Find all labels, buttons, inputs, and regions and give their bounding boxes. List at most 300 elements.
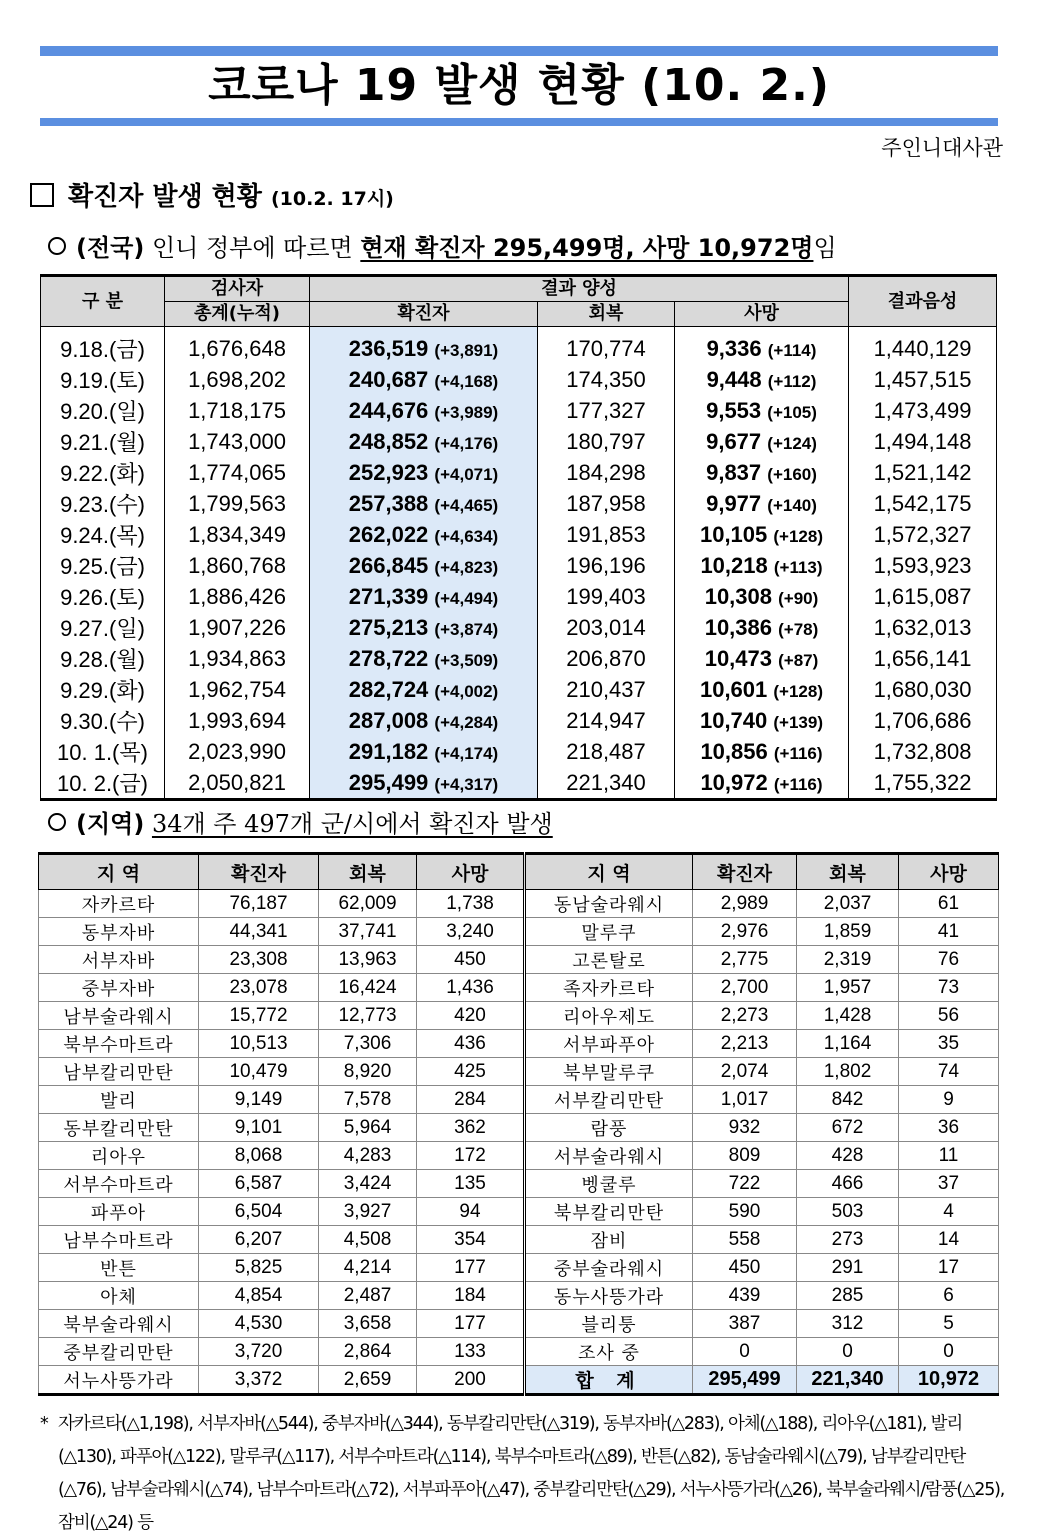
deaths-value: 10,105 bbox=[699, 521, 768, 547]
tests-cell bbox=[165, 705, 310, 736]
confirmed-value: 10,479 bbox=[199, 1058, 319, 1086]
deaths-increase: (+112) bbox=[767, 371, 817, 391]
header-confirmed-left: 확진자 bbox=[199, 854, 319, 890]
deaths-increase: (+139) bbox=[773, 712, 824, 732]
deaths-increase: (+116) bbox=[773, 774, 823, 794]
table-row bbox=[41, 488, 997, 519]
negative-cell bbox=[849, 457, 997, 488]
confirmed-increase: (+4,002) bbox=[434, 681, 499, 701]
national-suffix: 임 bbox=[813, 234, 837, 262]
negative-value: 1,473,499 bbox=[873, 397, 972, 423]
date-cell bbox=[41, 550, 165, 581]
negative-value: 1,572,327 bbox=[873, 521, 972, 547]
deaths-value: 37 bbox=[899, 1170, 999, 1198]
negative-cell bbox=[849, 581, 997, 612]
tests-cell bbox=[165, 488, 310, 519]
confirmed-increase: (+4,317) bbox=[434, 774, 499, 794]
date: 10. 2.(금) bbox=[57, 771, 148, 796]
recovered-value: 206,870 bbox=[566, 645, 646, 671]
confirmed-increase: (+4,168) bbox=[434, 371, 499, 391]
header-deaths-left: 사망 bbox=[417, 854, 525, 890]
recovered-value: 503 bbox=[797, 1198, 899, 1226]
tests-value: 1,676,648 bbox=[188, 335, 286, 361]
regional-summary bbox=[48, 804, 553, 839]
confirmed-cell bbox=[310, 705, 538, 736]
confirmed-cell bbox=[310, 426, 538, 457]
national-highlight: 현재 확진자 295,499명, 사망 10,972명 bbox=[360, 234, 814, 262]
deaths-value: 36 bbox=[899, 1114, 999, 1142]
region-name: 블리퉁 bbox=[525, 1310, 693, 1338]
negative-cell bbox=[849, 674, 997, 705]
tests-cell bbox=[165, 519, 310, 550]
confirmed-increase: (+4,494) bbox=[434, 588, 499, 608]
table-row bbox=[39, 1142, 999, 1170]
deaths-value: 135 bbox=[417, 1170, 525, 1198]
date-cell bbox=[41, 643, 165, 674]
recovered-value: 187,958 bbox=[566, 490, 646, 516]
region-name: 동부칼리만탄 bbox=[39, 1114, 199, 1142]
tests-cell bbox=[165, 426, 310, 457]
recovered-value: 8,920 bbox=[319, 1058, 417, 1086]
deaths-value: 10,386 bbox=[704, 614, 772, 640]
recovered-value: 291 bbox=[797, 1254, 899, 1282]
confirmed-increase: (+4,284) bbox=[434, 712, 499, 732]
confirmed-increase: (+3,509) bbox=[434, 650, 499, 670]
deaths-cell bbox=[675, 457, 849, 488]
recovered-value: 2,319 bbox=[797, 946, 899, 974]
confirmed-value: 2,976 bbox=[693, 918, 797, 946]
deaths-cell bbox=[675, 426, 849, 457]
total-deaths: 10,972 bbox=[899, 1366, 999, 1395]
confirmed-value: 252,923 bbox=[348, 459, 429, 485]
deaths-value: 6 bbox=[899, 1282, 999, 1310]
deaths-value: 9 bbox=[899, 1086, 999, 1114]
deaths-cell bbox=[675, 488, 849, 519]
tests-cell bbox=[165, 581, 310, 612]
header-recovered-left: 회복 bbox=[319, 854, 417, 890]
negative-cell bbox=[849, 550, 997, 581]
deaths-value: 56 bbox=[899, 1002, 999, 1030]
region-name: 동부자바 bbox=[39, 918, 199, 946]
confirmed-value: 3,372 bbox=[199, 1366, 319, 1395]
recovered-value: 4,283 bbox=[319, 1142, 417, 1170]
deaths-value: 9,336 bbox=[706, 335, 762, 361]
deaths-cell bbox=[675, 674, 849, 705]
negative-cell bbox=[849, 736, 997, 767]
table-row bbox=[39, 1198, 999, 1226]
recovered-value: 62,009 bbox=[319, 890, 417, 918]
region-name: 중부술라웨시 bbox=[525, 1254, 693, 1282]
table-row bbox=[41, 736, 997, 767]
deaths-value: 94 bbox=[417, 1198, 525, 1226]
header-deaths: 사망 bbox=[675, 302, 849, 327]
confirmed-value: 291,182 bbox=[348, 738, 429, 764]
table-row bbox=[39, 1114, 999, 1142]
header-confirmed: 확진자 bbox=[310, 302, 538, 327]
table-row bbox=[41, 643, 997, 674]
confirmed-value: 2,989 bbox=[693, 890, 797, 918]
table-row bbox=[41, 327, 997, 365]
deaths-increase: (+116) bbox=[773, 743, 823, 763]
deaths-cell bbox=[675, 327, 849, 365]
recovered-value: 2,659 bbox=[319, 1366, 417, 1395]
negative-value: 1,542,175 bbox=[873, 490, 972, 516]
deaths-value: 10,308 bbox=[704, 583, 772, 609]
date: 9.22.(화) bbox=[60, 461, 145, 486]
confirmed-value: 4,854 bbox=[199, 1282, 319, 1310]
deaths-value: 184 bbox=[417, 1282, 525, 1310]
regional-table bbox=[38, 852, 999, 1396]
date-cell bbox=[41, 767, 165, 800]
date: 9.24.(목) bbox=[60, 523, 145, 548]
confirmed-value: 2,775 bbox=[693, 946, 797, 974]
confirmed-value: 3,720 bbox=[199, 1338, 319, 1366]
deaths-value: 10,601 bbox=[699, 676, 768, 702]
negative-value: 1,755,322 bbox=[873, 769, 972, 795]
national-label: (전국) bbox=[76, 234, 145, 262]
confirmed-value: 722 bbox=[693, 1170, 797, 1198]
confirmed-value: 262,022 bbox=[348, 521, 429, 547]
recovered-value: 16,424 bbox=[319, 974, 417, 1002]
tests-value: 1,993,694 bbox=[188, 707, 286, 733]
date: 9.26.(토) bbox=[60, 585, 145, 610]
confirmed-cell bbox=[310, 488, 538, 519]
deaths-value: 284 bbox=[417, 1086, 525, 1114]
recovered-cell bbox=[538, 364, 675, 395]
recovered-value: 12,773 bbox=[319, 1002, 417, 1030]
confirmed-value: 2,273 bbox=[693, 1002, 797, 1030]
region-name: 족자카르타 bbox=[525, 974, 693, 1002]
deaths-increase: (+124) bbox=[767, 433, 817, 453]
table-row bbox=[39, 1366, 999, 1395]
region-name: 고론탈로 bbox=[525, 946, 693, 974]
recovered-value: 1,957 bbox=[797, 974, 899, 1002]
region-name: 중부자바 bbox=[39, 974, 199, 1002]
deaths-cell bbox=[675, 736, 849, 767]
confirmed-increase: (+4,823) bbox=[434, 557, 499, 577]
confirmed-value: 278,722 bbox=[348, 645, 429, 671]
recovered-value: 285 bbox=[797, 1282, 899, 1310]
table-row bbox=[39, 974, 999, 1002]
negative-cell bbox=[849, 426, 997, 457]
deaths-cell bbox=[675, 612, 849, 643]
region-name: 서부칼리만탄 bbox=[525, 1086, 693, 1114]
deaths-value: 10,972 bbox=[700, 769, 768, 795]
deaths-value: 41 bbox=[899, 918, 999, 946]
region-name: 북부술라웨시 bbox=[39, 1310, 199, 1338]
header-confirmed-right: 확진자 bbox=[693, 854, 797, 890]
confirmed-value: 266,845 bbox=[348, 552, 429, 578]
deaths-value: 61 bbox=[899, 890, 999, 918]
negative-cell bbox=[849, 767, 997, 800]
deaths-value: 76 bbox=[899, 946, 999, 974]
table-row bbox=[41, 767, 997, 800]
deaths-value: 420 bbox=[417, 1002, 525, 1030]
deaths-increase: (+114) bbox=[767, 340, 817, 360]
total-label: 합 계 bbox=[525, 1366, 693, 1395]
deaths-cell bbox=[675, 364, 849, 395]
header-negative: 결과음성 bbox=[849, 276, 997, 327]
recovered-value: 4,508 bbox=[319, 1226, 417, 1254]
recovered-value: 2,864 bbox=[319, 1338, 417, 1366]
negative-cell bbox=[849, 612, 997, 643]
confirmed-value: 1,017 bbox=[693, 1086, 797, 1114]
section-time: (10.2. 17시) bbox=[270, 188, 394, 210]
organization-name: 주인니대사관 bbox=[881, 136, 1003, 160]
recovered-value: 210,437 bbox=[566, 676, 646, 702]
confirmed-value: 387 bbox=[693, 1310, 797, 1338]
tests-cell bbox=[165, 674, 310, 705]
region-name: 서부술라웨시 bbox=[525, 1142, 693, 1170]
region-name: 람풍 bbox=[525, 1114, 693, 1142]
recovered-value: 3,658 bbox=[319, 1310, 417, 1338]
deaths-value: 9,977 bbox=[706, 490, 762, 516]
confirmed-value: 590 bbox=[693, 1198, 797, 1226]
square-bullet-icon bbox=[30, 183, 54, 207]
table-row bbox=[41, 550, 997, 581]
negative-value: 1,457,515 bbox=[873, 366, 972, 392]
negative-value: 1,440,129 bbox=[873, 335, 972, 361]
negative-value: 1,706,686 bbox=[873, 707, 972, 733]
recovered-cell bbox=[538, 674, 675, 705]
recovered-value: 273 bbox=[797, 1226, 899, 1254]
deaths-value: 5 bbox=[899, 1310, 999, 1338]
confirmed-value: 275,213 bbox=[348, 614, 429, 640]
deaths-value: 9,553 bbox=[706, 397, 762, 423]
confirmed-value: 8,068 bbox=[199, 1142, 319, 1170]
deaths-value: 133 bbox=[417, 1338, 525, 1366]
negative-value: 1,680,030 bbox=[873, 676, 972, 702]
negative-cell bbox=[849, 643, 997, 674]
deaths-increase: (+128) bbox=[773, 526, 824, 546]
date-cell bbox=[41, 364, 165, 395]
recovered-value: 177,327 bbox=[566, 397, 646, 423]
recovered-value: 1,164 bbox=[797, 1030, 899, 1058]
confirmed-value: 244,676 bbox=[348, 397, 429, 423]
negative-value: 1,656,141 bbox=[873, 645, 972, 671]
table-row bbox=[41, 581, 997, 612]
deaths-increase: (+90) bbox=[778, 588, 819, 608]
recovered-value: 466 bbox=[797, 1170, 899, 1198]
tests-cell bbox=[165, 364, 310, 395]
confirmed-value: 5,825 bbox=[199, 1254, 319, 1282]
recovered-cell bbox=[538, 767, 675, 800]
deaths-cell bbox=[675, 705, 849, 736]
region-name: 서부수마트라 bbox=[39, 1170, 199, 1198]
tests-value: 1,774,065 bbox=[188, 459, 286, 485]
recovered-cell bbox=[538, 426, 675, 457]
recovered-value: 2,487 bbox=[319, 1282, 417, 1310]
confirmed-cell bbox=[310, 550, 538, 581]
region-name: 말루쿠 bbox=[525, 918, 693, 946]
date: 10. 1.(목) bbox=[57, 740, 148, 765]
date: 9.23.(수) bbox=[60, 492, 145, 517]
total-confirmed: 295,499 bbox=[693, 1366, 797, 1395]
table-row bbox=[39, 1030, 999, 1058]
region-name: 조사 중 bbox=[525, 1338, 693, 1366]
region-name: 리아우 bbox=[39, 1142, 199, 1170]
header-tests: 검사자 bbox=[165, 276, 310, 302]
confirmed-value: 809 bbox=[693, 1142, 797, 1170]
region-name: 자카르타 bbox=[39, 890, 199, 918]
header-positive: 결과 양성 bbox=[310, 276, 849, 302]
deaths-cell bbox=[675, 767, 849, 800]
confirmed-value: 240,687 bbox=[348, 366, 429, 392]
recovered-value: 5,964 bbox=[319, 1114, 417, 1142]
section-heading bbox=[30, 176, 394, 213]
confirmed-cell bbox=[310, 395, 538, 426]
recovered-value: 218,487 bbox=[566, 738, 646, 764]
recovered-value: 191,853 bbox=[566, 521, 646, 547]
confirmed-value: 2,700 bbox=[693, 974, 797, 1002]
table-row bbox=[39, 1058, 999, 1086]
confirmed-value: 2,074 bbox=[693, 1058, 797, 1086]
recovered-cell bbox=[538, 488, 675, 519]
tests-cell bbox=[165, 550, 310, 581]
tests-cell bbox=[165, 736, 310, 767]
date-cell bbox=[41, 612, 165, 643]
negative-value: 1,615,087 bbox=[873, 583, 972, 609]
recovered-value: 1,802 bbox=[797, 1058, 899, 1086]
tests-value: 1,962,754 bbox=[188, 676, 286, 702]
deaths-increase: (+87) bbox=[778, 650, 819, 670]
deaths-value: 10,218 bbox=[700, 552, 768, 578]
confirmed-cell bbox=[310, 767, 538, 800]
confirmed-cell bbox=[310, 519, 538, 550]
region-name: 반튼 bbox=[39, 1254, 199, 1282]
confirmed-cell bbox=[310, 736, 538, 767]
table-row bbox=[41, 364, 997, 395]
date-cell bbox=[41, 327, 165, 365]
negative-cell bbox=[849, 395, 997, 426]
header-recovered: 회복 bbox=[538, 302, 675, 327]
confirmed-increase: (+3,989) bbox=[434, 402, 499, 422]
recovered-cell bbox=[538, 705, 675, 736]
confirmed-value: 257,388 bbox=[348, 490, 429, 516]
confirmed-increase: (+3,874) bbox=[434, 619, 499, 639]
deaths-value: 172 bbox=[417, 1142, 525, 1170]
recovered-value: 7,306 bbox=[319, 1030, 417, 1058]
header-region-right: 지 역 bbox=[525, 854, 693, 890]
deaths-increase: (+105) bbox=[767, 402, 817, 422]
recovered-value: 3,424 bbox=[319, 1170, 417, 1198]
tests-cell bbox=[165, 643, 310, 674]
region-name: 잠비 bbox=[525, 1226, 693, 1254]
deaths-value: 9,677 bbox=[706, 428, 762, 454]
confirmed-increase: (+4,176) bbox=[434, 433, 499, 453]
deaths-value: 4 bbox=[899, 1198, 999, 1226]
confirmed-value: 0 bbox=[693, 1338, 797, 1366]
confirmed-value: 9,101 bbox=[199, 1114, 319, 1142]
table-row bbox=[39, 946, 999, 974]
negative-value: 1,632,013 bbox=[873, 614, 972, 640]
recovered-value: 312 bbox=[797, 1310, 899, 1338]
date-cell bbox=[41, 581, 165, 612]
recovered-value: 180,797 bbox=[566, 428, 646, 454]
deaths-value: 1,436 bbox=[417, 974, 525, 1002]
deaths-value: 9,837 bbox=[706, 459, 762, 485]
national-prefix: 인니 정부에 따르면 bbox=[151, 234, 353, 262]
date: 9.28.(월) bbox=[60, 647, 145, 672]
table-row bbox=[39, 1310, 999, 1338]
negative-cell bbox=[849, 519, 997, 550]
deaths-value: 14 bbox=[899, 1226, 999, 1254]
table-row bbox=[39, 1226, 999, 1254]
confirmed-value: 6,207 bbox=[199, 1226, 319, 1254]
region-name: 리아우제도 bbox=[525, 1002, 693, 1030]
table-row bbox=[39, 1086, 999, 1114]
table-row bbox=[39, 1282, 999, 1310]
confirmed-value: 76,187 bbox=[199, 890, 319, 918]
negative-cell bbox=[849, 327, 997, 365]
date-cell bbox=[41, 395, 165, 426]
negative-cell bbox=[849, 364, 997, 395]
recovered-cell bbox=[538, 457, 675, 488]
recovered-cell bbox=[538, 395, 675, 426]
recovered-value: 221,340 bbox=[566, 769, 646, 795]
table-row bbox=[41, 519, 997, 550]
region-name: 동누사뜽가라 bbox=[525, 1282, 693, 1310]
date: 9.29.(화) bbox=[60, 678, 145, 703]
table-row bbox=[39, 890, 999, 918]
date-cell bbox=[41, 488, 165, 519]
deaths-value: 362 bbox=[417, 1114, 525, 1142]
confirmed-value: 23,078 bbox=[199, 974, 319, 1002]
negative-value: 1,521,142 bbox=[873, 459, 972, 485]
recovered-cell bbox=[538, 736, 675, 767]
deaths-value: 74 bbox=[899, 1058, 999, 1086]
recovered-value: 2,037 bbox=[797, 890, 899, 918]
table-row bbox=[39, 1002, 999, 1030]
negative-cell bbox=[849, 705, 997, 736]
region-name: 파푸아 bbox=[39, 1198, 199, 1226]
table-row bbox=[41, 612, 997, 643]
recovered-value: 7,578 bbox=[319, 1086, 417, 1114]
footnote-text: 자카르타(△1,198), 서부자바(△544), 중부자바(△344), 동부칼리만탄(△319), 동부자바(△283), 아체(△188), 리아우(△181), 발리(△130), 파푸아(△122), 말루쿠(△117), 서부수마트라(△114), 북부수마트라(△89), 반튼(△82), 동남술라웨시(△79), 남부칼리만탄(△76), 남부술라웨시(△74), 남부수마트라(△72), 서부파푸아(△47), 중부칼리만탄(△29), 서누사뜽가라(△26), 북부술라웨시/람풍(△25), 잠비(△24) 등 bbox=[58, 1414, 1005, 1533]
confirmed-increase: (+4,634) bbox=[434, 526, 499, 546]
deaths-value: 35 bbox=[899, 1030, 999, 1058]
recovered-value: 199,403 bbox=[566, 583, 646, 609]
regional-text: 34개 주 497개 군/시에서 확진자 발생 bbox=[151, 810, 553, 838]
circle-bullet-icon bbox=[48, 237, 66, 255]
negative-value: 1,732,808 bbox=[873, 738, 972, 764]
header-deaths-right: 사망 bbox=[899, 854, 999, 890]
header-recovered-right: 회복 bbox=[797, 854, 899, 890]
region-name: 발리 bbox=[39, 1086, 199, 1114]
tests-value: 1,743,000 bbox=[188, 428, 286, 454]
tests-value: 1,718,175 bbox=[188, 397, 286, 423]
confirmed-value: 558 bbox=[693, 1226, 797, 1254]
confirmed-value: 44,341 bbox=[199, 918, 319, 946]
deaths-value: 436 bbox=[417, 1030, 525, 1058]
confirmed-value: 248,852 bbox=[348, 428, 429, 454]
recovered-value: 3,927 bbox=[319, 1198, 417, 1226]
deaths-increase: (+113) bbox=[773, 557, 823, 577]
total-recovered: 221,340 bbox=[797, 1366, 899, 1395]
region-name: 남부칼리만탄 bbox=[39, 1058, 199, 1086]
region-name: 북부수마트라 bbox=[39, 1030, 199, 1058]
confirmed-value: 6,587 bbox=[199, 1170, 319, 1198]
title-bar-bottom bbox=[40, 118, 998, 126]
table-row bbox=[39, 1254, 999, 1282]
date: 9.27.(일) bbox=[60, 616, 145, 641]
confirmed-value: 295,499 bbox=[348, 769, 429, 795]
confirmed-increase: (+3,891) bbox=[434, 340, 499, 360]
deaths-increase: (+78) bbox=[778, 619, 819, 639]
table-row bbox=[41, 426, 997, 457]
table-row bbox=[39, 1338, 999, 1366]
deaths-value: 177 bbox=[417, 1254, 525, 1282]
